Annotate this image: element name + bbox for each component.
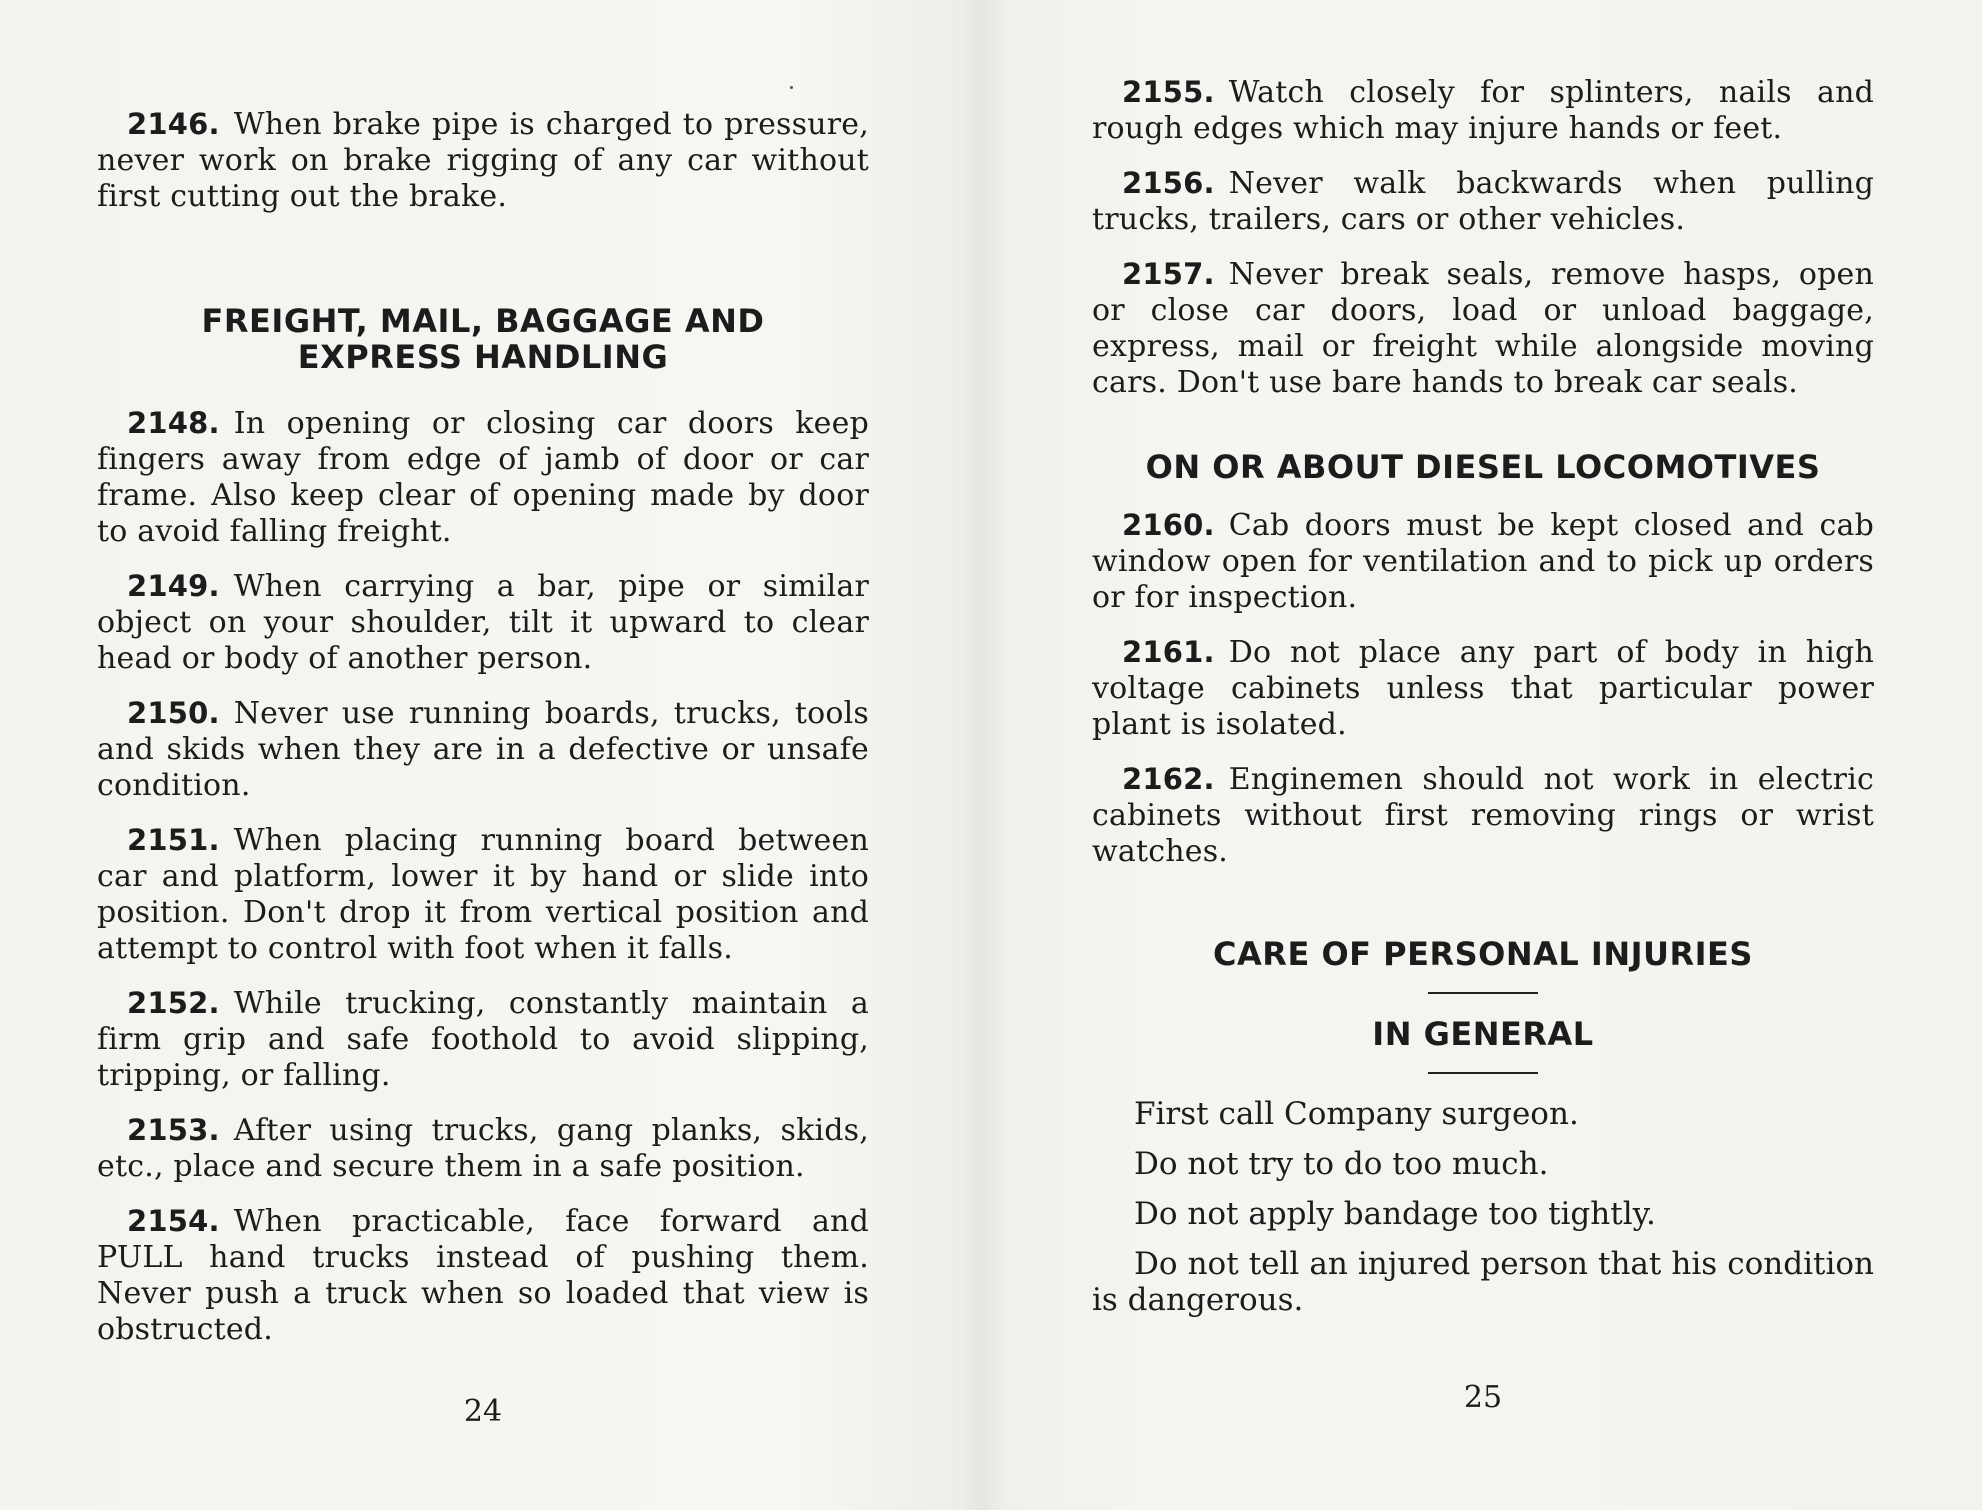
general-item: Do not apply bandage too tightly. [1134,1196,1656,1232]
paper-speck [790,86,793,89]
rule-text: Never break seals, remove hasps, open or close car doors, load or unload baggage, express, mail or freight while alongside moving cars. Don't use bare hands to break car seals. [1092,257,1874,400]
section-heading-diesel: ON OR ABOUT DIESEL LOCOMOTIVES [1145,448,1821,486]
rule-text: Enginemen should not work in electric cabinets without first removing rings or wrist watches. [1092,762,1874,869]
rule-2162 [1092,761,1874,870]
rule-2150 [97,695,869,804]
left-page [97,0,869,1510]
rule-text: When placing running board between car and platform, lower it by hand or slide into position. Don't drop it from vertical position and attempt to control with foot when it falls. [97,823,869,966]
rule-number: 2156. [1122,166,1215,200]
rule-2149 [97,568,869,677]
heading-divider [1428,1072,1538,1074]
rule-2160 [1092,507,1874,616]
section-heading-care: CARE OF PERSONAL INJURIES [1213,935,1753,973]
rule-text: After using trucks, gang planks, skids, etc., place and secure them in a safe position. [97,1113,869,1184]
rule-2155 [1092,74,1874,147]
rule-2152 [97,985,869,1094]
rule-2156 [1092,165,1874,238]
rule-number: 2154. [127,1204,220,1238]
right-page-content [1092,74,1874,1332]
rule-text: While trucking, constantly maintain a firm grip and safe foothold to avoid slipping, tripping, or falling. [97,986,869,1093]
rule-number: 2149. [127,569,220,603]
heading-line-1: FREIGHT, MAIL, BAGGAGE AND [201,302,765,340]
rule-number: 2157. [1122,257,1215,291]
rule-number: 2153. [127,1113,220,1147]
heading-divider [1428,992,1538,994]
rule-2157 [1092,256,1874,401]
heading-line-2: EXPRESS HANDLING [297,338,669,376]
rule-text: Watch closely for splinters, nails and rough edges which may injure hands or feet. [1092,75,1874,146]
rule-2154 [97,1203,869,1348]
rule-text: When carrying a bar, pipe or similar object on your shoulder, tilt it upward to clear head or body of another person. [97,569,869,676]
page-number: 24 [463,1394,503,1429]
rule-2151 [97,822,869,967]
general-item: First call Company surgeon. [1134,1096,1579,1132]
general-item: Do not try to do too much. [1134,1146,1549,1182]
page-number: 25 [1463,1380,1503,1415]
rule-text: Never walk backwards when pulling trucks, trailers, cars or other vehicles. [1092,166,1874,237]
rule-2161 [1092,634,1874,743]
rule-number: 2162. [1122,762,1215,796]
rule-text: When brake pipe is charged to pressure, never work on brake rigging of any car without first cutting out the brake. [97,107,869,214]
rule-number: 2160. [1122,508,1215,542]
rule-2148 [97,405,869,550]
rule-number: 2161. [1122,635,1215,669]
section-heading-general: IN GENERAL [1372,1015,1594,1053]
rule-number: 2150. [127,696,220,730]
rule-text: When practicable, face forward and PULL hand trucks instead of pushing them. Never push a truck when so loaded that view is obstructed. [97,1204,869,1347]
rule-number: 2155. [1122,75,1215,109]
section-heading-freight [97,303,869,375]
rule-number: 2148. [127,406,220,440]
rule-text: Never use running boards, trucks, tools and skids when they are in a defective or unsafe condition. [97,696,869,803]
rule-2146 [97,106,869,215]
rule-number: 2151. [127,823,220,857]
right-page [1092,0,1874,1510]
rule-text: Cab doors must be kept closed and cab window open for ventilation and to pick up orders or for inspection. [1092,508,1874,615]
general-item: Do not tell an injured person that his condition is dangerous. [1092,1246,1874,1318]
rule-number: 2152. [127,986,220,1020]
rule-number: 2146. [127,107,220,141]
left-page-content [97,106,869,1366]
rule-text: In opening or closing car doors keep fingers away from edge of jamb of door or car frame. Also keep clear of opening made by door to avoid falling freight. [97,406,869,549]
rule-text: Do not place any part of body in high voltage cabinets unless that particular power plant is isolated. [1092,635,1874,742]
rule-2153 [97,1112,869,1185]
